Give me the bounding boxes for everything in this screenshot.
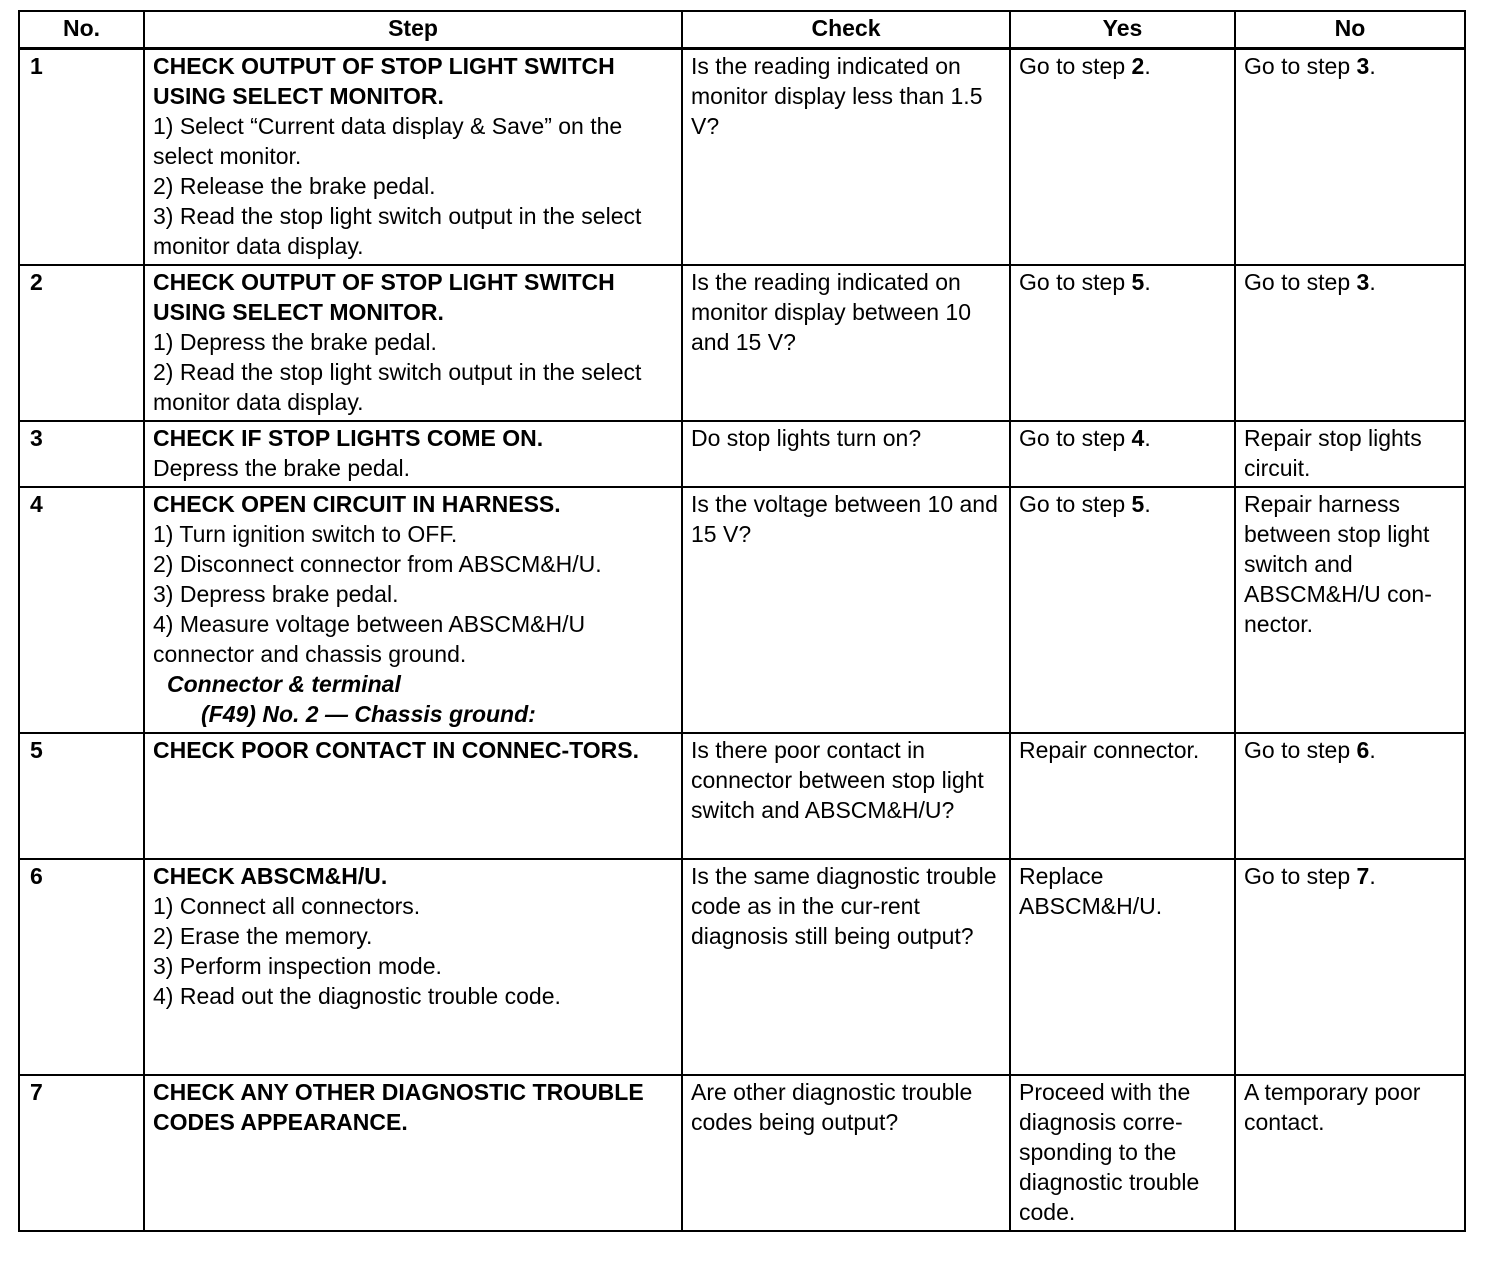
step-number: 7: [19, 1075, 144, 1231]
no-cell: [1235, 265, 1465, 421]
no-cell: [1235, 859, 1465, 1075]
no-end: .: [1369, 737, 1376, 763]
table-row: [19, 421, 1465, 487]
no-text: Go to step: [1244, 269, 1357, 295]
yes-cell: [1010, 421, 1235, 487]
step-number: 6: [19, 859, 144, 1075]
step-number: 5: [19, 733, 144, 859]
no-end: .: [1369, 863, 1376, 889]
yes-end: .: [1144, 491, 1151, 517]
no-end: .: [1369, 53, 1376, 79]
step-line: 1) Connect all connectors.: [153, 893, 421, 919]
step-number: 1: [19, 49, 144, 266]
table-row: [19, 265, 1465, 421]
no-text: Go to step: [1244, 53, 1357, 79]
header-no: No.: [19, 11, 144, 49]
step-title: CHECK ANY OTHER DIAGNOSTIC TROUBLE CODES APPEARANCE.: [153, 1079, 644, 1135]
check-cell: Is the reading indicated on monitor display less than 1.5 V?: [682, 49, 1010, 266]
step-cell: [144, 421, 682, 487]
yes-text: Go to step: [1019, 53, 1132, 79]
table-row: [19, 859, 1465, 1075]
no-step-ref: 7: [1356, 863, 1370, 889]
step-line: 4) Read out the diagnostic trouble code.: [153, 983, 561, 1009]
yes-step-ref: 2: [1131, 53, 1145, 79]
table-row: [19, 49, 1465, 266]
yes-cell: [1010, 49, 1235, 266]
no-cell: Repair harness between stop light switch and ABSCM&H/U con-nector.: [1235, 487, 1465, 733]
no-cell: Repair stop lights circuit.: [1235, 421, 1465, 487]
yes-cell: Proceed with the diagnosis corre-sponding to the diagnostic trouble code.: [1010, 1075, 1235, 1231]
header-check: Check: [682, 11, 1010, 49]
check-cell: Is there poor contact in connector between stop light switch and ABSCM&H/U?: [682, 733, 1010, 859]
no-step-ref: 3: [1356, 269, 1370, 295]
step-number: 3: [19, 421, 144, 487]
no-step-ref: 3: [1356, 53, 1370, 79]
yes-cell: Repair connector.: [1010, 733, 1235, 859]
step-number: 2: [19, 265, 144, 421]
step-line: 3) Read the stop light switch output in the select monitor data display.: [153, 203, 642, 259]
yes-text: Go to step: [1019, 425, 1132, 451]
no-text: Go to step: [1244, 737, 1357, 763]
yes-step-ref: 5: [1131, 269, 1145, 295]
no-cell: [1235, 733, 1465, 859]
step-cell: [144, 1075, 682, 1231]
step-cell: [144, 487, 682, 733]
header-step: Step: [144, 11, 682, 49]
yes-end: .: [1144, 269, 1151, 295]
yes-cell: Replace ABSCM&H/U.: [1010, 859, 1235, 1075]
check-cell: Do stop lights turn on?: [682, 421, 1010, 487]
check-cell: Is the reading indicated on monitor display between 10 and 15 V?: [682, 265, 1010, 421]
step-line: 1) Turn ignition switch to OFF.: [153, 521, 458, 547]
step-line: 3) Depress brake pedal.: [153, 581, 399, 607]
step-line: 2) Erase the memory.: [153, 923, 373, 949]
header-yes: Yes: [1010, 11, 1235, 49]
step-title: CHECK OPEN CIRCUIT IN HARNESS.: [153, 491, 561, 517]
step-line: 4) Measure voltage between ABSCM&H/U connector and chassis ground.: [153, 611, 586, 667]
step-title: CHECK OUTPUT OF STOP LIGHT SWITCH USING SELECT MONITOR.: [153, 53, 615, 109]
no-text: Go to step: [1244, 863, 1357, 889]
step-cell: [144, 49, 682, 266]
table-row: [19, 487, 1465, 733]
yes-step-ref: 5: [1131, 491, 1145, 517]
step-line: 2) Read the stop light switch output in the select monitor data display.: [153, 359, 642, 415]
no-cell: A temporary poor contact.: [1235, 1075, 1465, 1231]
terminal-label: Connector & terminal: [167, 671, 401, 697]
terminal-value: (F49) No. 2 — Chassis ground:: [201, 701, 536, 727]
step-cell: [144, 859, 682, 1075]
step-cell: [144, 733, 682, 859]
yes-end: .: [1144, 53, 1151, 79]
step-line: 2) Disconnect connector from ABSCM&H/U.: [153, 551, 602, 577]
yes-text: Go to step: [1019, 491, 1132, 517]
step-title: CHECK OUTPUT OF STOP LIGHT SWITCH USING SELECT MONITOR.: [153, 269, 615, 325]
yes-cell: [1010, 265, 1235, 421]
step-title: CHECK ABSCM&H/U.: [153, 863, 388, 889]
step-line: 3) Perform inspection mode.: [153, 953, 442, 979]
no-step-ref: 6: [1356, 737, 1370, 763]
step-title: CHECK IF STOP LIGHTS COME ON.: [153, 425, 544, 451]
check-cell: Is the voltage between 10 and 15 V?: [682, 487, 1010, 733]
no-cell: [1235, 49, 1465, 266]
yes-end: .: [1144, 425, 1151, 451]
yes-text: Go to step: [1019, 269, 1132, 295]
diagnostic-table: [18, 10, 1466, 1232]
step-line: 1) Select “Current data display & Save” on the select monitor.: [153, 113, 623, 169]
step-line: Depress the brake pedal.: [153, 455, 410, 481]
step-title: CHECK POOR CONTACT IN CONNEC-TORS.: [153, 737, 639, 763]
step-number: 4: [19, 487, 144, 733]
step-line: 2) Release the brake pedal.: [153, 173, 436, 199]
no-end: .: [1369, 269, 1376, 295]
step-line: 1) Depress the brake pedal.: [153, 329, 437, 355]
header-no-result: No: [1235, 11, 1465, 49]
check-cell: Is the same diagnostic trouble code as in the cur-rent diagnosis still being output?: [682, 859, 1010, 1075]
check-cell: Are other diagnostic trouble codes being output?: [682, 1075, 1010, 1231]
yes-cell: [1010, 487, 1235, 733]
table-row: [19, 733, 1465, 859]
yes-step-ref: 4: [1131, 425, 1145, 451]
step-cell: [144, 265, 682, 421]
table-row: [19, 1075, 1465, 1231]
table-header-row: [19, 11, 1465, 49]
